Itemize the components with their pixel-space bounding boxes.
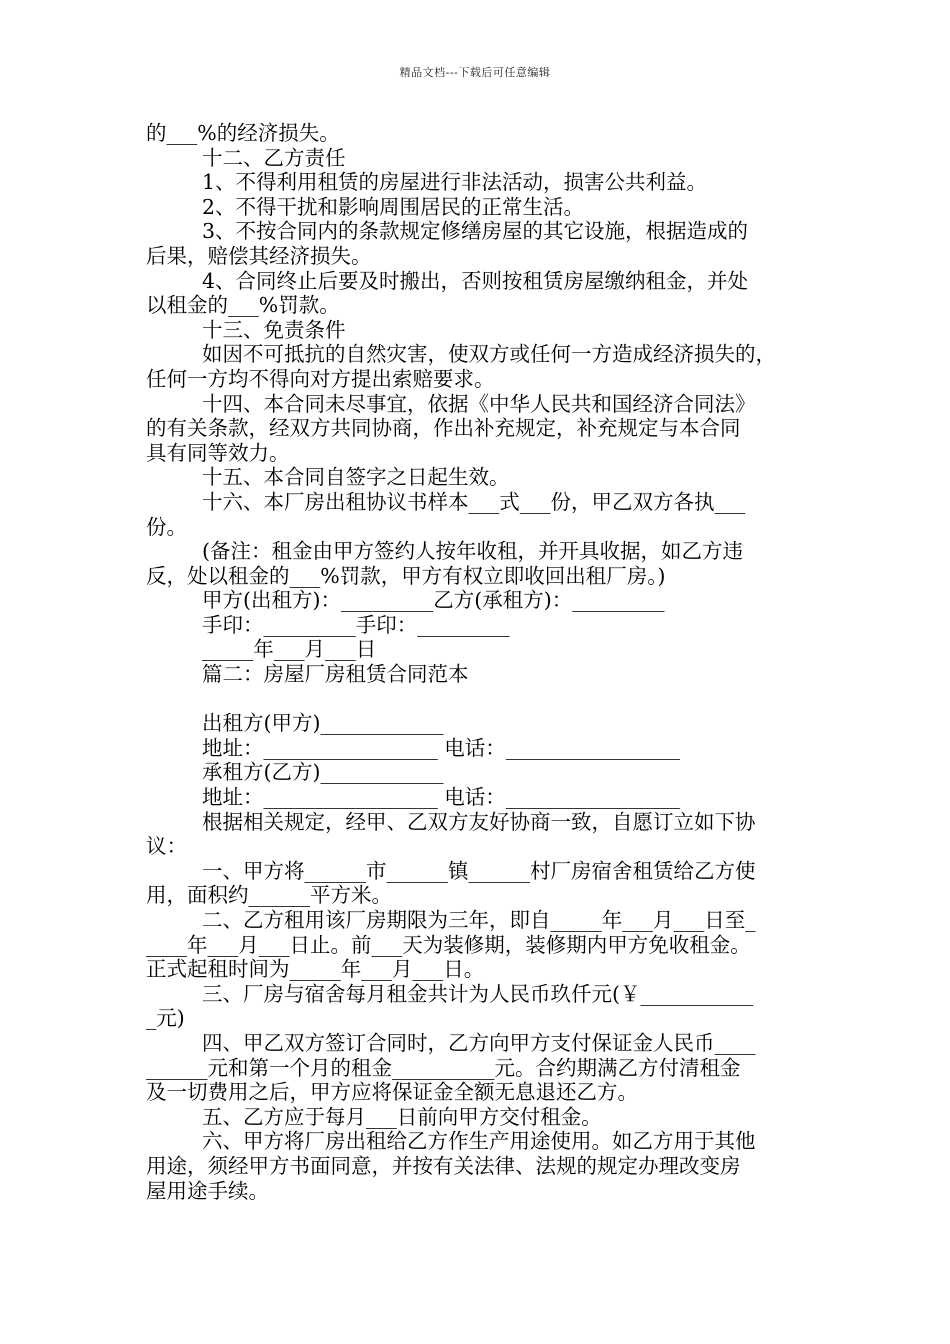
document-line: 反，处以租金的___%罚款，甲方有权立即收回出租厂房。): [146, 563, 666, 588]
document-line: 屋用途手续。: [146, 1178, 269, 1203]
document-line: 手印：_________手印：_________: [202, 612, 510, 637]
document-line: 的有关条款，经双方共同协商，作出补充规定，补充规定与本合同: [146, 416, 741, 441]
document-line: 十三、免责条件: [202, 317, 346, 342]
document-line: 4、合同终止后要及时搬出，否则按租赁房屋缴纳租金，并处: [202, 268, 749, 293]
document-line: ____年___月___日止。前___天为装修期，装修期内甲方免收租金。: [146, 932, 751, 957]
document-line: 地址：_________________ 电话：_________________: [202, 785, 681, 810]
document-line: 的___%的经济损失。: [146, 121, 340, 145]
document-line: 份。: [146, 514, 187, 539]
document-line: 甲方(出租方)：_________乙方(承租方)：_________: [202, 588, 665, 613]
document-line: (备注：租金由甲方签约人按年收租，并开具收据，如乙方违: [202, 539, 743, 564]
document-line: 以租金的___%罚款。: [146, 293, 340, 318]
document-line: 二、乙方租用该厂房期限为三年，即自_____年___月___日至_: [202, 908, 756, 932]
document-line: 出租方(甲方)____________: [202, 711, 444, 736]
document-line: 四、甲乙双方签订合同时，乙方向甲方支付保证金人民币____: [202, 1030, 756, 1055]
document-line: 1、不得利用租赁的房屋进行非法活动，损害公共利益。: [202, 170, 708, 195]
document-line: 及一切费用之后，甲方应将保证金全额无息退还乙方。: [146, 1080, 638, 1105]
document-line: 2、不得干扰和影响周围居民的正常生活。: [202, 194, 585, 219]
document-line: 承租方(乙方)____________: [202, 760, 444, 785]
page-header: 精品文档---下载后可任意编辑: [399, 66, 551, 79]
document-line: 如因不可抵抗的自然灾害，使双方或任何一方造成经济损失的，: [202, 342, 776, 367]
document-line: _____年___月___日: [202, 637, 377, 662]
document-line: 六、甲方将厂房出租给乙方作生产用途使用。如乙方用于其他: [202, 1129, 756, 1154]
document-line: 地址：_________________ 电话：_________________: [202, 735, 681, 760]
document-line: 3、不按合同内的条款规定修缮房屋的其它设施，根据造成的: [202, 219, 749, 244]
document-body: [146, 121, 816, 1203]
document-line: 议：: [146, 834, 187, 859]
document-line: 后果，赔偿其经济损失。: [146, 243, 372, 268]
document-line: 具有同等效力。: [146, 440, 290, 465]
document-line: 三、厂房与宿舍每月租金共计为人民币玖仟元(￥___________: [202, 981, 754, 1006]
document-line: 用途，须经甲方书面同意，并按有关法律、法规的规定办理改变房: [146, 1153, 741, 1178]
document-line: 篇二：房屋厂房租赁合同范本: [202, 662, 469, 687]
document-line: 十六、本厂房出租协议书样本___式___份，甲乙双方各执___: [202, 489, 746, 514]
document-line: 任何一方均不得向对方提出索赔要求。: [146, 366, 495, 391]
document-line: ______元和第一个月的租金__________元。合约期满乙方付清租金: [146, 1055, 741, 1080]
document-line: 十四、本合同未尽事宜，依据《中华人民共和国经济合同法》: [202, 391, 756, 416]
document-line: 用，面积约______平方米。: [146, 883, 392, 908]
document-line: _元): [146, 1006, 185, 1031]
document-line: 一、甲方将______市______镇______村厂房宿舍租赁给乙方使: [202, 858, 756, 883]
document-line: 正式起租时间为_____年___月___日。: [146, 957, 485, 982]
document-line: 十五、本合同自签字之日起生效。: [202, 465, 510, 490]
document-line: 十二、乙方责任: [202, 145, 346, 170]
document-line: [146, 687, 816, 712]
document-line: 根据相关规定，经甲、乙双方友好协商一致，自愿订立如下协: [202, 809, 756, 834]
document-line: 五、乙方应于每月___日前向甲方交付租金。: [202, 1104, 602, 1129]
